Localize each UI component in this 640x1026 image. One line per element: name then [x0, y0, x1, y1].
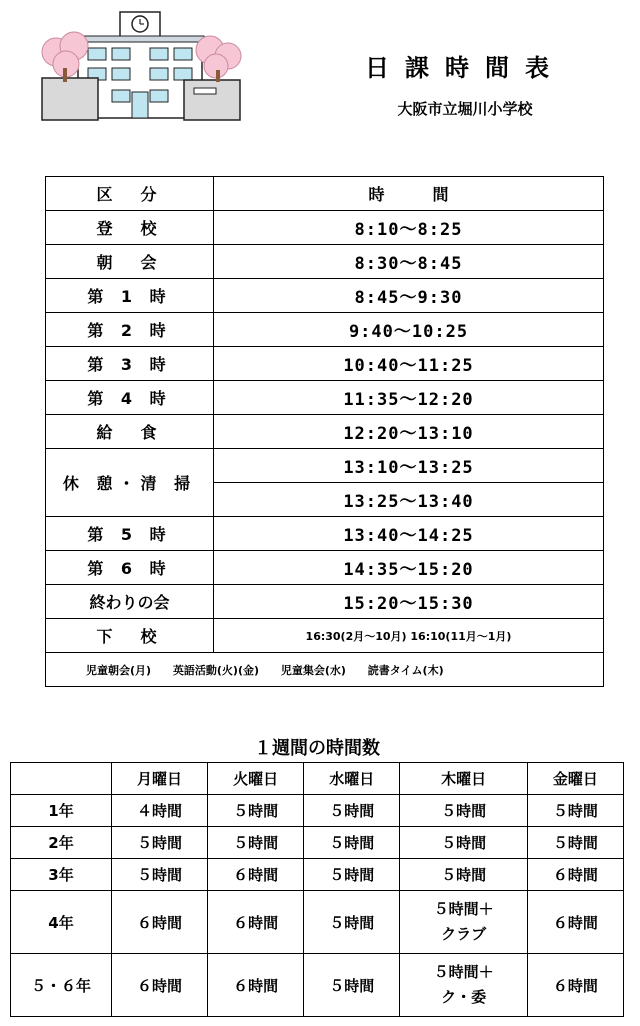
period-time: 8:45〜9:30	[214, 279, 604, 313]
hours-cell: ５時間	[400, 795, 527, 827]
hours-cell: ６時間	[208, 859, 304, 891]
hours-cell: ６時間	[527, 954, 623, 1017]
hours-cell: ５時間	[208, 827, 304, 859]
period-time: 10:40〜11:25	[214, 347, 604, 381]
grade-label: 3年	[11, 859, 112, 891]
hours-cell: ５時間	[400, 827, 527, 859]
period-label: 第 2 時	[46, 313, 214, 347]
hours-cell: ５時間	[527, 795, 623, 827]
table-row	[11, 954, 624, 1017]
hours-cell: ５時間	[527, 827, 623, 859]
table-row	[11, 795, 624, 827]
period-time: 13:40〜14:25	[214, 517, 604, 551]
period-label: 第 6 時	[46, 551, 214, 585]
school-building-illustration	[38, 8, 244, 122]
table-header-row	[46, 177, 604, 211]
period-label: 休 憩・清 掃	[46, 449, 214, 517]
note-item: 児童朝会(月)	[86, 663, 152, 677]
table-row	[11, 827, 624, 859]
hours-cell: ５時間＋ クラブ	[400, 891, 527, 954]
hours-cell: ５時間	[304, 795, 400, 827]
hours-cell: ５時間	[304, 827, 400, 859]
period-label: 第 1 時	[46, 279, 214, 313]
note-item: 英語活動(火)(金)	[172, 663, 260, 677]
table-row	[11, 859, 624, 891]
hours-cell: ４時間	[112, 795, 208, 827]
hours-cell: ５時間	[112, 859, 208, 891]
hours-cell: ５時間＋ ク・委	[400, 954, 527, 1017]
table-header-row	[11, 763, 624, 795]
note-item: 読書タイム(木)	[367, 663, 444, 677]
hours-cell: ５時間	[304, 891, 400, 954]
table-row	[46, 449, 604, 483]
document-title: 日課時間表	[365, 54, 565, 82]
weekly-hours-table	[10, 762, 624, 1017]
day-header: 月曜日	[112, 763, 208, 795]
day-header: 金曜日	[527, 763, 623, 795]
school-name: 大阪市立堀川小学校	[397, 100, 533, 118]
hours-cell: ５時間	[304, 954, 400, 1017]
period-label: 給 食	[46, 415, 214, 449]
hours-cell: ６時間	[112, 891, 208, 954]
grade-label: 1年	[11, 795, 112, 827]
grade-label: 4年	[11, 891, 112, 954]
corner-cell	[11, 763, 112, 795]
period-label: 朝 会	[46, 245, 214, 279]
hours-cell: ６時間	[208, 954, 304, 1017]
hours-cell: ５時間	[112, 827, 208, 859]
period-label: 第 4 時	[46, 381, 214, 415]
table-row	[46, 245, 604, 279]
period-time: 8:30〜8:45	[214, 245, 604, 279]
hours-cell: ５時間	[400, 859, 527, 891]
hours-cell: ６時間	[208, 891, 304, 954]
note-item: 児童集会(水)	[280, 663, 346, 677]
hours-cell: ６時間	[112, 954, 208, 1017]
table-row	[46, 619, 604, 653]
day-header: 水曜日	[304, 763, 400, 795]
period-time: 8:10〜8:25	[214, 211, 604, 245]
table-row	[46, 517, 604, 551]
table-row	[46, 211, 604, 245]
day-header: 火曜日	[208, 763, 304, 795]
column-header-category: 区 分	[46, 177, 214, 211]
grade-label: 2年	[11, 827, 112, 859]
period-time: 13:25〜13:40	[214, 483, 604, 517]
period-label: 第 3 時	[46, 347, 214, 381]
period-time: 9:40〜10:25	[214, 313, 604, 347]
period-time: 12:20〜13:10	[214, 415, 604, 449]
period-label: 終わりの会	[46, 585, 214, 619]
column-header-time: 時 間	[214, 177, 604, 211]
table-row	[46, 551, 604, 585]
day-header: 木曜日	[400, 763, 527, 795]
period-time: 15:20〜15:30	[214, 585, 604, 619]
table-row	[11, 891, 624, 954]
grade-label: ５・６年	[11, 954, 112, 1017]
table-row	[46, 347, 604, 381]
schedule-notes	[46, 653, 604, 687]
notes-row	[46, 653, 604, 687]
hours-cell: ５時間	[208, 795, 304, 827]
table-row	[46, 381, 604, 415]
period-label: 第 5 時	[46, 517, 214, 551]
hours-cell: ６時間	[527, 859, 623, 891]
table-row	[46, 279, 604, 313]
period-time: 11:35〜12:20	[214, 381, 604, 415]
weekly-hours-title: １週間の時間数	[254, 738, 380, 759]
table-row	[46, 415, 604, 449]
period-time: 16:30(2月〜10月) 16:10(11月〜1月)	[214, 619, 604, 653]
table-row	[46, 313, 604, 347]
period-label: 登 校	[46, 211, 214, 245]
table-row	[46, 585, 604, 619]
period-time: 13:10〜13:25	[214, 449, 604, 483]
daily-schedule-table	[45, 176, 604, 687]
period-label: 下 校	[46, 619, 214, 653]
hours-cell: ６時間	[527, 891, 623, 954]
hours-cell: ５時間	[304, 859, 400, 891]
period-time: 14:35〜15:20	[214, 551, 604, 585]
